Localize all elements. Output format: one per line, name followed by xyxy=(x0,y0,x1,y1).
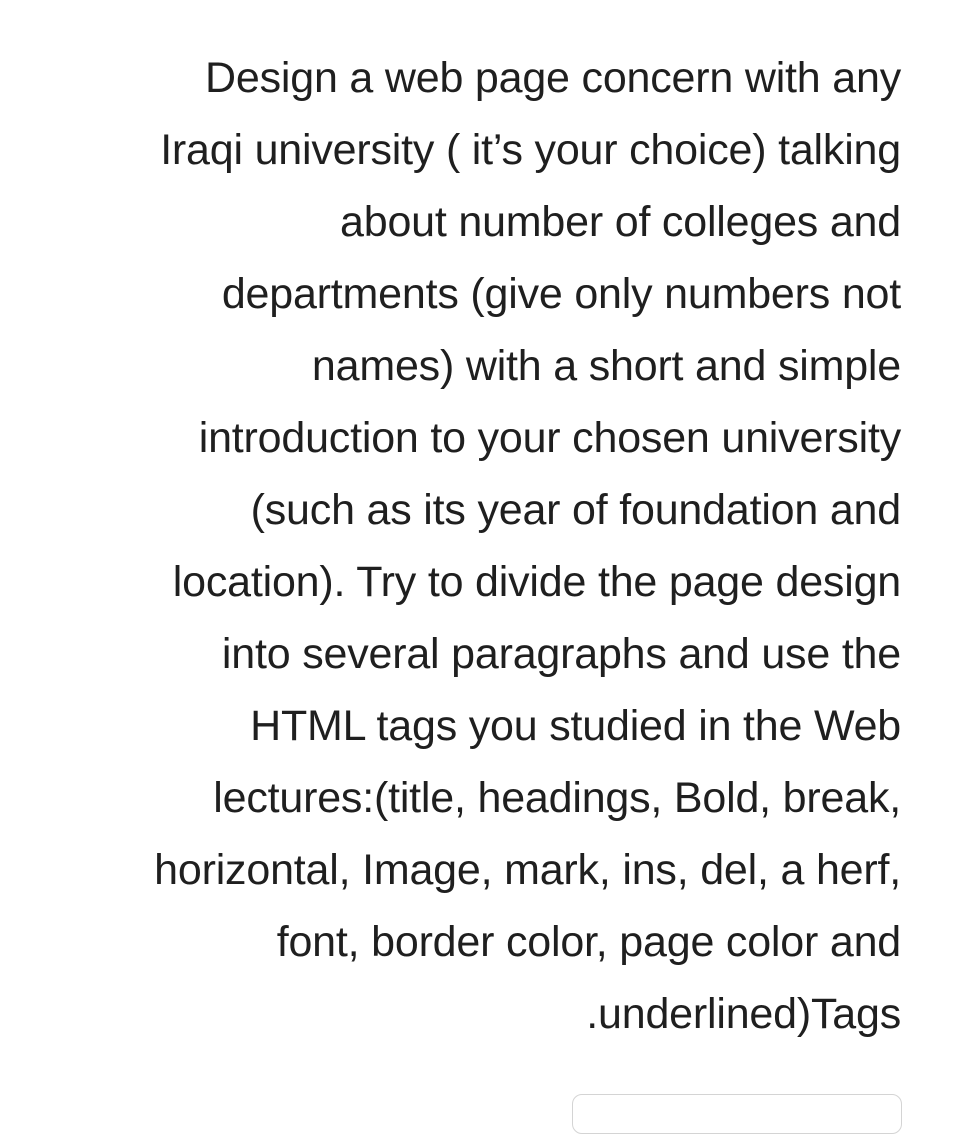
text-line: Design a web page concern with any xyxy=(205,54,901,102)
text-line: (such as its year of foundation and xyxy=(250,486,901,534)
text-line: horizontal, Image, mark, ins, del, a herf, xyxy=(154,846,901,894)
text-line: about number of colleges and xyxy=(340,198,901,246)
text-line: departments (give only numbers not xyxy=(221,270,901,318)
text-line: location). Try to divide the page design xyxy=(172,558,901,606)
text-line: introduction to your chosen university xyxy=(198,414,901,462)
text-line: font, border color, page color and xyxy=(276,918,901,966)
assignment-text xyxy=(21,42,901,1050)
text-line: lectures:(title, headings, Bold, break, xyxy=(213,774,901,822)
text-line: .underlined)Tags xyxy=(586,990,901,1038)
text-line: names) with a short and simple xyxy=(311,342,901,390)
text-line: HTML tags you studied in the Web xyxy=(250,702,901,750)
partial-card[interactable] xyxy=(572,1094,902,1134)
text-line: into several paragraphs and use the xyxy=(221,630,901,678)
text-line: Iraqi university ( it’s your choice) talking xyxy=(160,126,901,174)
